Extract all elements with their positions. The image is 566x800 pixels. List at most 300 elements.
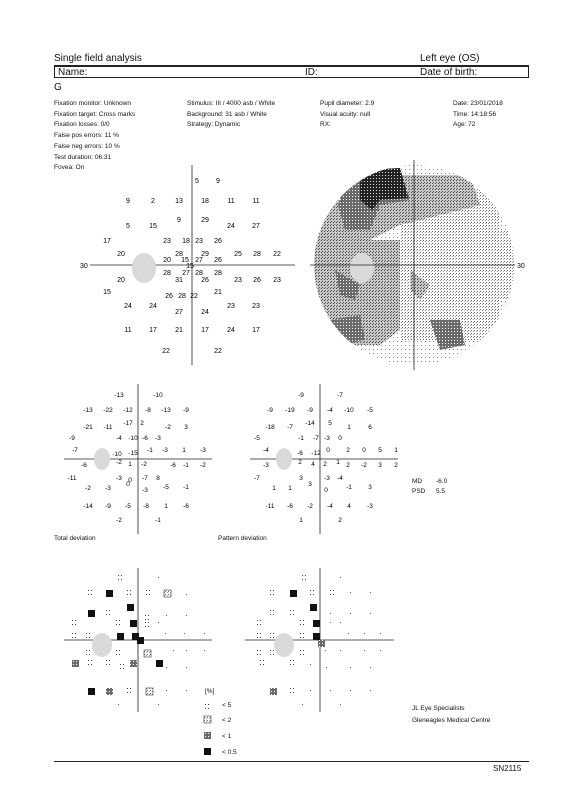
pattern-deviation-value: -3 — [324, 475, 330, 482]
prob-tiny — [330, 613, 331, 614]
prob-dot — [290, 664, 291, 665]
sensitivity-value: 26 — [201, 277, 209, 284]
prob-dot — [260, 654, 261, 655]
axis-label-left: 30 — [80, 263, 88, 270]
total-deviation-value: -3 — [142, 487, 148, 494]
prob-dot — [300, 633, 301, 634]
pattern-deviation-value: 2 — [346, 462, 350, 469]
sensitivity-value: 29 — [201, 217, 209, 224]
prob-dot — [91, 590, 92, 591]
prob-dot — [305, 575, 306, 576]
prob-dot — [149, 594, 150, 595]
total-deviation-value: -10 — [128, 435, 138, 442]
prob-dot — [293, 688, 294, 689]
sensitivity-value: 11 — [227, 198, 235, 205]
prob-tiny — [340, 622, 341, 623]
prob-tiny — [204, 650, 205, 651]
prob-dot — [302, 575, 303, 576]
legend-title: [%] — [205, 688, 215, 695]
total-deviation-value: -2 — [165, 424, 171, 431]
prob-black — [310, 604, 317, 611]
prob-dot — [270, 650, 271, 651]
prob-tiny — [165, 633, 166, 634]
pattern-deviation-label: Pattern deviation — [218, 535, 267, 542]
total-dev-blind-spot — [94, 448, 110, 470]
prob-tiny — [204, 633, 205, 634]
prob-dot — [72, 624, 73, 625]
prob-dot — [148, 615, 149, 616]
prob-dot — [75, 633, 76, 634]
prob-dot — [257, 624, 258, 625]
prob-tiny — [330, 622, 331, 623]
prob-tiny — [166, 615, 167, 616]
pattern-deviation-value: -9 — [298, 392, 304, 399]
prob-dot — [88, 664, 89, 665]
prob-dot — [310, 590, 311, 591]
prob-black — [290, 590, 297, 597]
prob-tiny — [158, 704, 159, 705]
pattern-deviation-value: 0 — [326, 447, 330, 454]
prob-dot — [88, 660, 89, 661]
sensitivity-value: 27 — [182, 270, 190, 277]
prob-dot — [290, 610, 291, 611]
prob-tiny — [380, 650, 381, 651]
prob-dot — [116, 654, 117, 655]
pattern-deviation-value: -2 — [307, 503, 313, 510]
prob-dot — [303, 624, 304, 625]
psd-value: 5.5 — [436, 488, 446, 495]
pattern-deviation-value: 4 — [311, 461, 315, 468]
test-time: Time: 14:18:56 — [453, 110, 497, 118]
prob-dot — [273, 610, 274, 611]
prob-tiny — [350, 613, 351, 614]
total-deviation-value: -3 — [116, 475, 122, 482]
prob-dot — [257, 650, 258, 651]
prob-dot — [123, 668, 124, 669]
sensitivity-value: 15 — [186, 263, 194, 270]
total-deviation-value: -12 — [123, 407, 133, 414]
sensitivity-value: 22 — [214, 348, 222, 355]
sensitivity-value: 17 — [103, 238, 111, 245]
prob-dot — [148, 619, 149, 620]
prob-dot — [72, 633, 73, 634]
sensitivity-value: 20 — [117, 277, 125, 284]
prob-dot — [127, 590, 128, 591]
id-label: ID: — [305, 67, 318, 78]
prob-p2 — [146, 688, 153, 695]
pattern-deviation-value: -6 — [297, 450, 303, 457]
pattern-deviation-value: 3 — [299, 475, 303, 482]
sensitivity-value: 9 — [126, 198, 130, 205]
prob-dot — [145, 615, 146, 616]
prob-dot — [313, 590, 314, 591]
pattern-deviation-value: -12 — [311, 450, 321, 457]
prob-dot — [106, 610, 107, 611]
prob-tiny — [186, 615, 187, 616]
total-deviation-value: -2 — [116, 517, 122, 524]
total-deviation-value: -10 — [153, 392, 163, 399]
prob-dot — [290, 688, 291, 689]
prob-dot — [270, 610, 271, 611]
total-deviation-value: -2 — [116, 459, 122, 466]
prob-dot — [293, 660, 294, 661]
prob-dot — [130, 590, 131, 591]
sensitivity-value: 24 — [227, 327, 235, 334]
prob-dot — [75, 637, 76, 638]
prob-dot — [109, 660, 110, 661]
prob-tiny — [186, 650, 187, 651]
prob-dot — [130, 692, 131, 693]
prob-dot — [116, 624, 117, 625]
total-deviation-value: 1 — [128, 461, 132, 468]
sensitivity-value: 13 — [175, 198, 183, 205]
prob-dot — [75, 624, 76, 625]
sensitivity-value: 29 — [201, 251, 209, 258]
total-deviation-value: -15 — [128, 450, 138, 457]
sensitivity-value: 15 — [181, 257, 189, 264]
prob-tiny — [340, 704, 341, 705]
pattern-deviation-value: 0 — [362, 447, 366, 454]
prob-dot — [109, 610, 110, 611]
legend-symbol-lt5 — [205, 704, 209, 709]
pattern-deviation-value: 1 — [336, 459, 340, 466]
total-deviation-value: -9 — [105, 503, 111, 510]
prob-black — [88, 610, 95, 617]
prob-tiny — [118, 704, 119, 705]
total-deviation-value: -11 — [67, 475, 77, 482]
prob-tiny — [330, 690, 331, 691]
total-deviation-value: -21 — [83, 424, 93, 431]
prob-dot — [260, 664, 261, 665]
total-deviation-value: -1 — [147, 447, 153, 454]
test-date: Date: 23/01/2018 — [453, 100, 503, 107]
prob-tiny — [186, 594, 187, 595]
prob-dot — [127, 594, 128, 595]
prob-tiny — [350, 592, 351, 593]
sensitivity-value: 23 — [163, 238, 171, 245]
sensitivity-value: 23 — [227, 303, 235, 310]
prob-dot — [91, 660, 92, 661]
prob-dot — [72, 620, 73, 621]
pattern-deviation-value: -7 — [287, 424, 293, 431]
prob-dot — [88, 590, 89, 591]
prob-dot — [303, 650, 304, 651]
sensitivity-value: 17 — [252, 327, 260, 334]
prob-p1 — [130, 660, 137, 667]
legend-symbol-lt05 — [204, 748, 211, 755]
prob-dot — [273, 594, 274, 595]
prob-dot — [273, 650, 274, 651]
probability-legend — [204, 704, 211, 755]
prob-dot — [257, 654, 258, 655]
prob-dot — [260, 650, 261, 651]
sensitivity-value: 23 — [195, 238, 203, 245]
sensitivity-value: 22 — [162, 348, 170, 355]
sensitivity-value: 26 — [165, 293, 173, 300]
rx: RX: — [320, 121, 331, 129]
sensitivity-value: 2 — [151, 198, 155, 205]
prob-tiny — [350, 667, 351, 668]
sensitivity-value: 20 — [163, 257, 171, 264]
pattern-deviation-value: 0 — [338, 435, 342, 442]
prob-p1 — [72, 660, 79, 667]
legend-lt05: < 0.5 — [222, 749, 237, 756]
pattern-deviation-value: 2 — [346, 447, 350, 454]
total-deviation-value: 2 — [140, 420, 144, 427]
prob-p2 — [144, 650, 151, 657]
total-deviation-value: -11 — [103, 424, 113, 431]
prob-tiny — [166, 690, 167, 691]
prob-dot — [300, 624, 301, 625]
prob-dot — [148, 626, 149, 627]
prob-black — [156, 660, 163, 667]
total-deviation-value: -3 — [200, 447, 206, 454]
sensitivity-value: 11 — [124, 327, 132, 334]
pattern-deviation-value: 6 — [368, 424, 372, 431]
prob-dot — [89, 637, 90, 638]
total-deviation-value: -6 — [183, 503, 189, 510]
prob-tiny — [350, 690, 351, 691]
prob-dot — [118, 575, 119, 576]
sensitivity-value: 27 — [195, 257, 203, 264]
prob-tiny — [173, 650, 174, 651]
prob-dot — [263, 660, 264, 661]
prob-dot — [270, 614, 271, 615]
prob-tiny — [348, 633, 349, 634]
prob-dot — [120, 664, 121, 665]
prob-dot — [303, 620, 304, 621]
pattern-deviation-value: -7 — [254, 475, 260, 482]
program-label: G — [54, 82, 62, 93]
pattern-deviation-value: -3 — [367, 503, 373, 510]
prob-dot — [260, 660, 261, 661]
test-duration: Test duration: 06:31 — [54, 153, 112, 161]
prob-dot — [120, 668, 121, 669]
total-deviation-value: -13 — [83, 407, 93, 414]
visual-acuity: Visual acuity: null — [320, 110, 371, 118]
pattern-deviation-value: -4 — [327, 503, 333, 510]
prob-black — [313, 620, 320, 627]
sensitivity-value: 26 — [253, 277, 261, 284]
prob-p1 — [318, 640, 325, 647]
report-code: SN2115 — [493, 764, 522, 773]
sensitivity-value: 21 — [214, 289, 222, 296]
total-deviation-value: -17 — [123, 420, 133, 427]
prob-dot — [130, 688, 131, 689]
total-deviation-value: -3 — [162, 447, 168, 454]
prob-dot — [257, 637, 258, 638]
prob-tiny — [302, 704, 303, 705]
psd-label: PSD — [412, 488, 426, 495]
prob-tiny — [380, 633, 381, 634]
sensitivity-value: 31 — [175, 277, 183, 284]
sensitivity-value: 22 — [190, 293, 198, 300]
prob-black — [137, 637, 144, 644]
pattern-deviation-value: -5 — [367, 407, 373, 414]
sensitivity-value: 24 — [149, 303, 157, 310]
pattern-deviation-value: -19 — [285, 407, 295, 414]
prob-dot — [313, 594, 314, 595]
pattern-deviation-value: 1 — [288, 485, 292, 492]
md-label: MD — [412, 478, 423, 485]
pattern-deviation-value: -1 — [298, 435, 304, 442]
prob-dot — [86, 654, 87, 655]
sensitivity-value: 26 — [214, 238, 222, 245]
total-deviation-value: -7 — [142, 475, 148, 482]
stimulus: Stimulus: III / 4000 asb / White — [187, 100, 276, 107]
sensitivity-value: 21 — [175, 327, 183, 334]
prob-dot — [91, 664, 92, 665]
prob-dot — [72, 637, 73, 638]
pattern-deviation-value: 2 — [394, 462, 398, 469]
pattern-deviation-value: 1 — [394, 447, 398, 454]
strategy: Strategy: Dynamic — [187, 121, 241, 129]
pattern-prob-blind-spot — [274, 633, 294, 657]
prob-tiny — [158, 577, 159, 578]
prob-dot — [146, 594, 147, 595]
prob-dot — [290, 614, 291, 615]
prob-tiny — [310, 664, 311, 665]
prob-dot — [260, 633, 261, 634]
sensitivity-value: 23 — [273, 277, 281, 284]
prob-dot — [89, 650, 90, 651]
name-label: Name: — [58, 67, 88, 78]
prob-tiny — [310, 690, 311, 691]
sensitivity-value: 5 — [195, 178, 199, 185]
sensitivity-value: 17 — [201, 327, 209, 334]
false-pos-errors: False pos errors: 11 % — [54, 132, 119, 140]
prob-dot — [293, 664, 294, 665]
prob-dot — [270, 654, 271, 655]
total-prob-blind-spot — [92, 633, 112, 657]
prob-dot — [146, 590, 147, 591]
clinic-centre: Gleneagles Medical Centre — [412, 717, 491, 724]
pattern-deviation-value: -7 — [337, 392, 343, 399]
prob-dot — [91, 594, 92, 595]
sensitivity-value: 26 — [214, 257, 222, 264]
prob-black — [127, 604, 134, 611]
report-title: Single field analysis — [54, 53, 142, 64]
prob-dot — [145, 626, 146, 627]
prob-dot — [119, 620, 120, 621]
pattern-deviation-value: 2 — [298, 459, 302, 466]
fixation-target: Fixation target: Cross marks — [54, 110, 136, 118]
prob-black — [313, 633, 320, 640]
eye-label: Left eye (OS) — [420, 53, 480, 64]
sensitivity-value: 24 — [201, 309, 209, 316]
pattern-deviation-value: -2 — [361, 462, 367, 469]
pattern-deviation-value: 0 — [324, 487, 328, 494]
sensitivity-value: 25 — [234, 251, 242, 258]
pattern-deviation-value: -7 — [313, 435, 319, 442]
pattern-deviation-value: -9 — [307, 407, 313, 414]
prob-tiny — [364, 633, 365, 634]
prob-tiny — [370, 613, 371, 614]
axis-label-right: 30 — [517, 263, 525, 270]
sensitivity-value: 9 — [216, 178, 220, 185]
fixation-monitor: Fixation monitor: Unknown — [54, 100, 131, 107]
pattern-deviation-value: -4 — [263, 447, 269, 454]
prob-dot — [119, 654, 120, 655]
prob-dot — [75, 620, 76, 621]
prob-dot — [273, 654, 274, 655]
prob-dot — [106, 614, 107, 615]
pattern-deviation-value: -10 — [344, 407, 354, 414]
pattern-deviation-value: 1 — [347, 424, 351, 431]
prob-dot — [149, 590, 150, 591]
total-deviation-value: -2 — [141, 461, 147, 468]
prob-dot — [273, 614, 274, 615]
prob-dot — [273, 590, 274, 591]
pattern-deviation-value: -9 — [267, 407, 273, 414]
prob-tiny — [158, 622, 159, 623]
prob-black — [130, 620, 137, 627]
prob-dot — [86, 650, 87, 651]
prob-dot — [109, 664, 110, 665]
total-deviation-value: -13 — [114, 392, 124, 399]
total-deviation-value: -8 — [143, 503, 149, 510]
legend-symbol-lt1 — [204, 732, 211, 739]
prob-dot — [257, 620, 258, 621]
total-deviation-value: -4 — [116, 435, 122, 442]
prob-dot — [330, 594, 331, 595]
prob-tiny — [370, 667, 371, 668]
prob-tiny — [186, 690, 187, 691]
prob-dot — [273, 637, 274, 638]
prob-dot — [273, 633, 274, 634]
prob-dot — [300, 650, 301, 651]
pattern-deviation-value: 1 — [299, 517, 303, 524]
sensitivity-value: 28 — [163, 270, 171, 277]
prob-tiny — [340, 577, 341, 578]
legend-lt2: < 2 — [222, 717, 232, 724]
prob-dot — [293, 610, 294, 611]
sensitivity-value: 28 — [253, 251, 261, 258]
prob-dot — [305, 579, 306, 580]
prob-dot — [300, 654, 301, 655]
prob-dot — [260, 620, 261, 621]
pattern-deviation-value: 3 — [368, 484, 372, 491]
prob-black — [106, 590, 113, 597]
total-deviation-value: 8 — [156, 475, 160, 482]
total-deviation-values — [68, 392, 207, 524]
pupil-diameter: Pupil diameter: 2.9 — [320, 100, 375, 107]
prob-dot — [303, 654, 304, 655]
prob-tiny — [370, 592, 371, 593]
prob-tiny — [186, 667, 187, 668]
sensitivity-value: 24 — [227, 223, 235, 230]
total-deviation-value: -2 — [200, 462, 206, 469]
total-deviation-value: -3 — [105, 485, 111, 492]
total-deviation-value: -7 — [72, 447, 78, 454]
sensitivity-value: 18 — [182, 238, 190, 245]
prob-dot — [145, 619, 146, 620]
legend-symbol-lt2 — [204, 716, 211, 723]
prob-tiny — [370, 690, 371, 691]
total-deviation-value: -6 — [170, 462, 176, 469]
prob-dot — [130, 594, 131, 595]
pattern-deviation-value: -4 — [337, 475, 343, 482]
clinic-name: JL Eye Specialists — [412, 705, 465, 712]
sensitivity-value: 23 — [234, 277, 242, 284]
total-deviation-value: -5 — [125, 503, 131, 510]
prob-tiny — [184, 633, 185, 634]
prob-dot — [127, 692, 128, 693]
total-deviation-value: -22 — [103, 407, 113, 414]
pattern-deviation-value: 2 — [338, 517, 342, 524]
sensitivity-value: 15 — [103, 289, 111, 296]
prob-tiny — [325, 650, 326, 651]
